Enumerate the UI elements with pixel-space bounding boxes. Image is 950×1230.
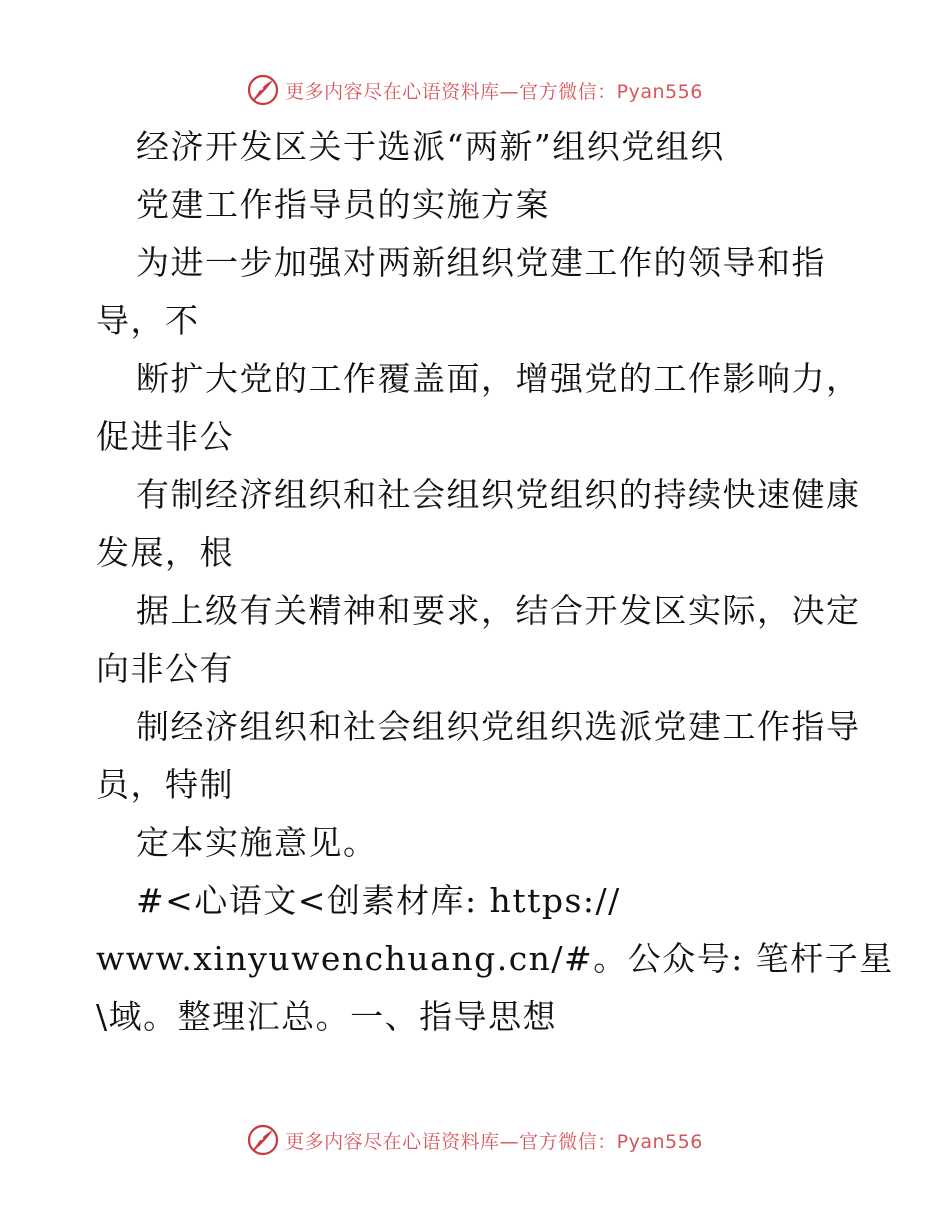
doc-title-line-1: 经济开发区关于选派“两新”组织党组织 <box>136 127 725 166</box>
doc-paragraph-line: 促进非公 <box>96 417 234 456</box>
doc-section-heading-line: \域。整理汇总。一、指导思想 <box>96 997 558 1036</box>
doc-source-line: #<心语文<创素材库: https:// <box>136 881 621 920</box>
doc-paragraph-line: 员，特制 <box>96 765 234 804</box>
doc-paragraph-line: 向非公有 <box>96 649 234 688</box>
doc-paragraph-line: 断扩大党的工作覆盖面，增强党的工作影响力， <box>136 359 861 398</box>
doc-paragraph-line: 导，不 <box>96 301 200 340</box>
quill-pen-logo-icon <box>247 1124 279 1156</box>
quill-pen-logo-icon <box>247 74 279 106</box>
watermark-text: 更多内容尽在心语资料库—官方微信：Pyan556 <box>285 80 703 103</box>
footer-watermark <box>0 1122 950 1158</box>
watermark-text: 更多内容尽在心语资料库—官方微信：Pyan556 <box>285 1130 703 1153</box>
doc-paragraph-line: 制经济组织和社会组织党组织选派党建工作指导 <box>136 707 861 746</box>
document-body <box>96 118 894 1046</box>
doc-paragraph-line: 定本实施意见。 <box>136 823 378 862</box>
doc-paragraph-line: 有制经济组织和社会组织党组织的持续快速健康 <box>136 475 861 514</box>
doc-paragraph-line: 据上级有关精神和要求，结合开发区实际，决定 <box>136 591 861 630</box>
doc-paragraph-line: 为进一步加强对两新组织党建工作的领导和指 <box>136 243 826 282</box>
header-watermark <box>0 72 950 108</box>
doc-paragraph-line: 发展，根 <box>96 533 234 572</box>
doc-title-line-2: 党建工作指导员的实施方案 <box>136 185 550 224</box>
doc-source-url-line: www.xinyuwenchuang.cn/#。公众号: 笔杆子星 <box>96 939 894 978</box>
